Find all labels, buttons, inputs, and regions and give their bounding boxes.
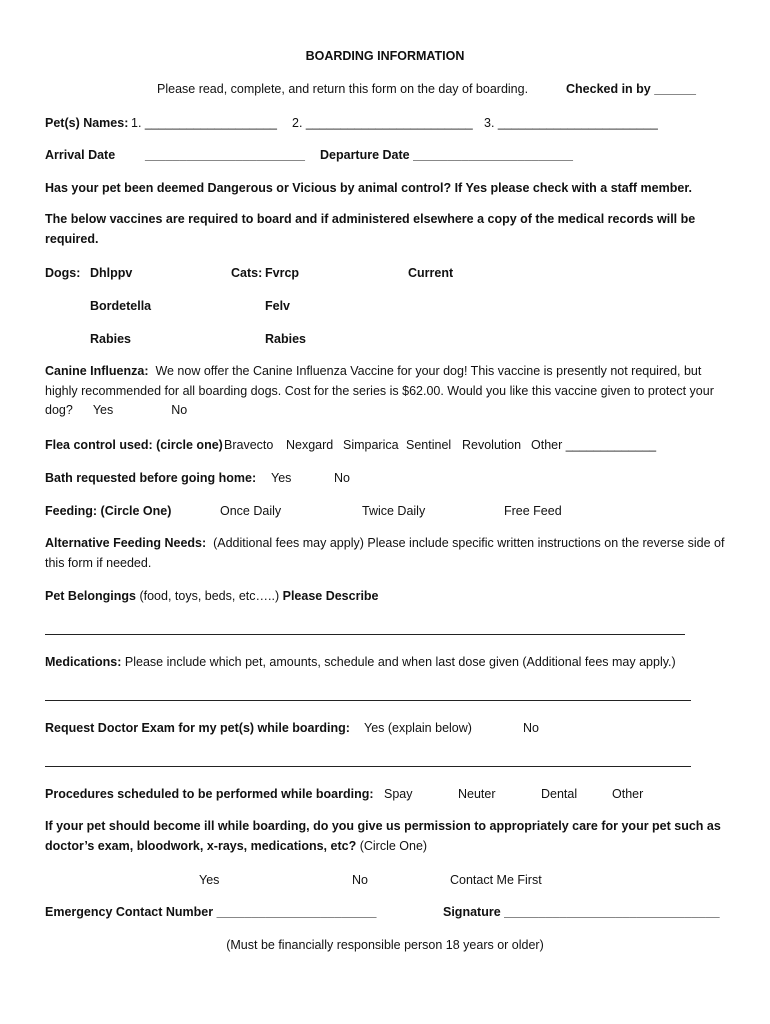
flea-option-sentinel[interactable]: Sentinel (406, 438, 452, 452)
flea-option-other[interactable]: Other _____________ (531, 438, 657, 452)
current-header: Current (408, 266, 454, 280)
procedure-other[interactable]: Other (612, 787, 644, 801)
belongings-paren: (food, toys, beds, etc…..) (139, 589, 280, 603)
belongings-line (45, 588, 379, 604)
pet-name-field-1[interactable]: 1. ___________________ (131, 116, 277, 130)
flea-option-nexgard[interactable]: Nexgard (286, 438, 334, 452)
departure-date-field[interactable]: Departure Date _______________________ (320, 148, 573, 162)
pet-name-field-2[interactable]: 2. ________________________ (292, 116, 473, 130)
feeding-free-feed[interactable]: Free Feed (504, 504, 562, 518)
procedures-label: Procedures scheduled to be performed while boarding: (45, 787, 374, 801)
ill-permission-contact-first[interactable]: Contact Me First (450, 873, 542, 887)
dangerous-question: Has your pet been deemed Dangerous or Vicious by animal control? If Yes please check with a staff member. (45, 181, 692, 195)
feeding-twice-daily[interactable]: Twice Daily (362, 504, 426, 518)
intro-text: Please read, complete, and return this form on the day of boarding. (157, 82, 529, 96)
doctor-exam-yes-option[interactable]: Yes (explain below) (364, 721, 472, 735)
pet-names-label: Pet(s) Names: (45, 116, 129, 130)
procedure-neuter[interactable]: Neuter (458, 787, 496, 801)
doctor-exam-label: Request Doctor Exam for my pet(s) while boarding: (45, 721, 350, 735)
flea-option-bravecto[interactable]: Bravecto (224, 438, 274, 452)
belongings-describe: Please Describe (282, 589, 379, 603)
medications-text: Please include which pet, amounts, schedule and when last dose given (Additional fees may apply.) (124, 655, 676, 669)
dogs-label: Dogs: (45, 266, 81, 280)
pet-name-field-3[interactable]: 3. _______________________ (484, 116, 658, 130)
canine-influenza-text: We now offer the Canine Influenza Vaccine for your dog! This vaccine is presently not required, but highly recommended for all boarding dogs. Cost for the series is $62.00. Would you like this vaccine given to protect your dog? (45, 364, 714, 417)
vaccine-note: The below vaccines are required to board and if administered elsewhere a copy of the medical records will be required. (45, 212, 696, 246)
medications-label: Medications: (45, 655, 122, 669)
signature-field[interactable]: Signature _______________________________ (443, 905, 720, 919)
alt-feeding-paragraph (45, 534, 730, 573)
medications-line (45, 654, 676, 670)
belongings-answer-line[interactable] (45, 634, 685, 635)
arrival-date-field[interactable]: _______________________ (145, 148, 305, 162)
doctor-exam-no-option[interactable]: No (523, 721, 539, 735)
ill-permission-paragraph (45, 817, 730, 856)
canine-influenza-paragraph (45, 362, 730, 421)
cat-vaccine-rabies: Rabies (265, 332, 306, 346)
canine-influenza-label: Canine Influenza: (45, 364, 149, 378)
flea-control-label: Flea control used: (circle one) (45, 438, 223, 452)
procedure-dental[interactable]: Dental (541, 787, 578, 801)
influenza-yes-option[interactable]: Yes (92, 403, 114, 417)
influenza-no-option[interactable]: No (171, 403, 188, 417)
flea-option-revolution[interactable]: Revolution (462, 438, 522, 452)
ill-permission-question: If your pet should become ill while boarding, do you give us permission to appropriately care for your pet such as doctor’s exam, bloodwork, x-rays, medications, etc? (45, 819, 721, 853)
cat-vaccine-felv: Felv (265, 299, 291, 313)
bath-label: Bath requested before going home: (45, 471, 257, 485)
medications-answer-line[interactable] (45, 700, 691, 701)
footer-note: (Must be financially responsible person 18 years or older) (226, 938, 544, 952)
procedure-spay[interactable]: Spay (384, 787, 413, 801)
arrival-date-label: Arrival Date (45, 148, 116, 162)
emergency-contact-field[interactable]: Emergency Contact Number _______________________ (45, 905, 377, 919)
cat-vaccine-fvrcp: Fvrcp (265, 266, 300, 280)
dog-vaccine-rabies: Rabies (90, 332, 131, 346)
alt-feeding-text: (Additional fees may apply) Please include specific written instructions on the reverse side of this form if needed. (45, 536, 725, 570)
belongings-label: Pet Belongings (45, 589, 136, 603)
checked-in-field[interactable]: Checked in by ______ (566, 82, 696, 96)
ill-permission-circle-one: (Circle One) (359, 838, 428, 853)
dog-vaccine-bordetella: Bordetella (90, 299, 152, 313)
cats-label: Cats: (231, 266, 263, 280)
flea-option-simparica[interactable]: Simparica (343, 438, 399, 452)
ill-permission-no[interactable]: No (352, 873, 368, 887)
form-title: BOARDING INFORMATION (305, 49, 465, 63)
bath-yes-option[interactable]: Yes (271, 471, 292, 485)
bath-no-option[interactable]: No (334, 471, 350, 485)
doctor-exam-answer-line[interactable] (45, 766, 691, 767)
feeding-label: Feeding: (Circle One) (45, 504, 172, 518)
alt-feeding-label: Alternative Feeding Needs: (45, 536, 207, 550)
ill-permission-yes[interactable]: Yes (199, 873, 220, 887)
feeding-once-daily[interactable]: Once Daily (220, 504, 282, 518)
dog-vaccine-dhlppv: Dhlppv (90, 266, 133, 280)
